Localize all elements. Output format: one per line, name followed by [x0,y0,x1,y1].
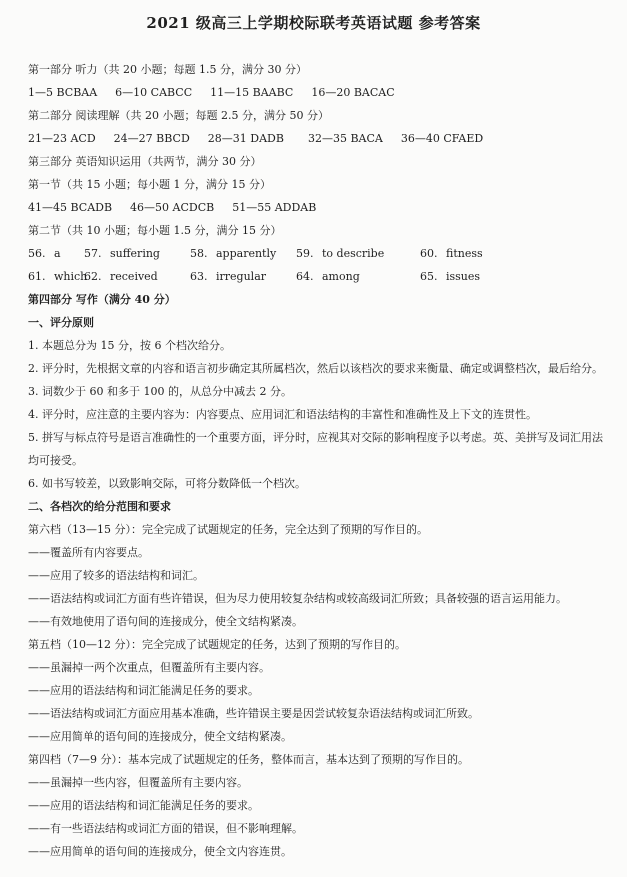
question-number: 64. [296,270,314,283]
answer-word: to describe [322,247,385,260]
part4-heading: 第四部分 写作（满分 40 分） [28,293,176,306]
document-title: 2021 级高三上学期校际联考英语试题 参考答案 [146,14,481,32]
part1-answers [28,81,603,104]
answer-group: 51—55 ADDAB [232,201,317,214]
level-requirement: ——有效地使用了语句间的连接成分，使全文结构紧凑。 [28,615,303,628]
answer-word: a [54,247,61,260]
answer-group: 6—10 CABCC [115,86,193,99]
part2-answers [28,127,603,150]
level-requirement: ——应用了较多的语法结构和词汇。 [28,569,204,582]
principle-item: 4. 评分时，应注意的主要内容为：内容要点、应用词汇和语法结构的丰富性和准确性及上下文的连贯性。 [28,408,537,421]
question-number: 58. [190,247,208,260]
document-body [28,58,603,863]
level-requirement: ——应用简单的语句间的连接成分，使全文结构紧凑。 [28,730,292,743]
level-requirement: ——覆盖所有内容要点。 [28,546,149,559]
question-number: 63. [190,270,208,283]
level5-title: 第五档（10—12 分）：完全完成了试题规定的任务，达到了预期的写作目的。 [28,638,406,651]
level-requirement: ——应用的语法结构和词汇能满足任务的要求。 [28,684,259,697]
answer-group: 36—40 CFAED [400,132,484,145]
question-number: 59. [296,247,314,260]
question-number: 65. [420,270,438,283]
answer-word: among [322,270,360,283]
answer-word: suffering [110,247,160,260]
part3-section1-heading: 第一节（共 15 小题；每小题 1 分，满分 15 分） [28,178,271,191]
answer-group: 21—23 ACD [28,132,96,145]
level4-title: 第四档（7—9 分）：基本完成了试题规定的任务，整体而言，基本达到了预期的写作目的。 [28,753,469,766]
level6-title: 第六档（13—15 分）：完全完成了试题规定的任务，完全达到了预期的写作目的。 [28,523,428,536]
level-requirement: ——虽漏掉一两个次重点，但覆盖所有主要内容。 [28,661,270,674]
level-requirement: ——应用简单的语句间的连接成分，使全文内容连贯。 [28,845,292,858]
level-requirement: ——语法结构或词汇方面应用基本准确，些许错误主要是因尝试较复杂语法结构或词汇所致。 [28,707,479,720]
answer-group: 41—45 BCADB [28,201,113,214]
principles-heading: 一、评分原则 [28,316,94,329]
answer-word: irregular [216,270,267,283]
question-number: 57. [84,247,102,260]
answer-group: 46—50 ACDCB [130,201,215,214]
question-number: 60. [420,247,438,260]
part2-heading: 第二部分 阅读理解（共 20 小题；每题 2.5 分，满分 50 分） [28,109,329,122]
answer-group: 24—27 BBCD [113,132,190,145]
question-number: 62. [84,270,102,283]
answer-group: 32—35 BACA [307,132,383,145]
part3-section2-heading: 第二节（共 10 小题；每小题 1.5 分，满分 15 分） [28,224,282,237]
answer-word: apparently [216,247,277,260]
level-requirement: ——语法结构或词汇方面有些许错误，但为尽力使用较复杂结构或较高级词汇所致；具备较强的语言运用能力。 [28,592,567,605]
part3-section1-answers [28,196,603,219]
principle-item: 2. 评分时，先根据文章的内容和语言初步确定其所属档次，然后以该档次的要求来衡量、确定或调整档次，最后给分。 [28,362,603,375]
answer-word: fitness [446,247,483,260]
principle-item: 3. 词数少于 60 和多于 100 的，从总分中减去 2 分。 [28,385,292,398]
answer-word: which [54,270,88,283]
part3-section2-row1 [28,242,603,265]
answer-word: received [110,270,158,283]
answer-group: 1—5 BCBAA [28,86,98,99]
part3-section2-row2 [28,265,603,288]
question-number: 61. [28,270,46,283]
part1-heading: 第一部分 听力（共 20 小题；每题 1.5 分，满分 30 分） [28,63,307,76]
level-requirement: ——应用的语法结构和词汇能满足任务的要求。 [28,799,259,812]
answer-group: 11—15 BAABC [210,86,294,99]
level-requirement: ——虽漏掉一些内容，但覆盖所有主要内容。 [28,776,248,789]
question-number: 56. [28,247,46,260]
principle-item: 1. 本题总分为 15 分，按 6 个档次给分。 [28,339,231,352]
level-requirement: ——有一些语法结构或词汇方面的错误，但不影响理解。 [28,822,303,835]
principle-item: 5. 拼写与标点符号是语言准确性的一个重要方面，评分时，应视其对交际的影响程度予以考虑。英、美拼写及词汇用法均可接受。 [28,431,603,467]
answer-group: 28—31 DADB [207,132,284,145]
part3-heading: 第三部分 英语知识运用（共两节，满分 30 分） [28,155,262,168]
levels-heading: 二、各档次的给分范围和要求 [28,500,171,513]
principle-item: 6. 如书写较差，以致影响交际，可将分数降低一个档次。 [28,477,306,490]
answer-group: 16—20 BACAC [311,86,395,99]
answer-word: issues [446,270,481,283]
